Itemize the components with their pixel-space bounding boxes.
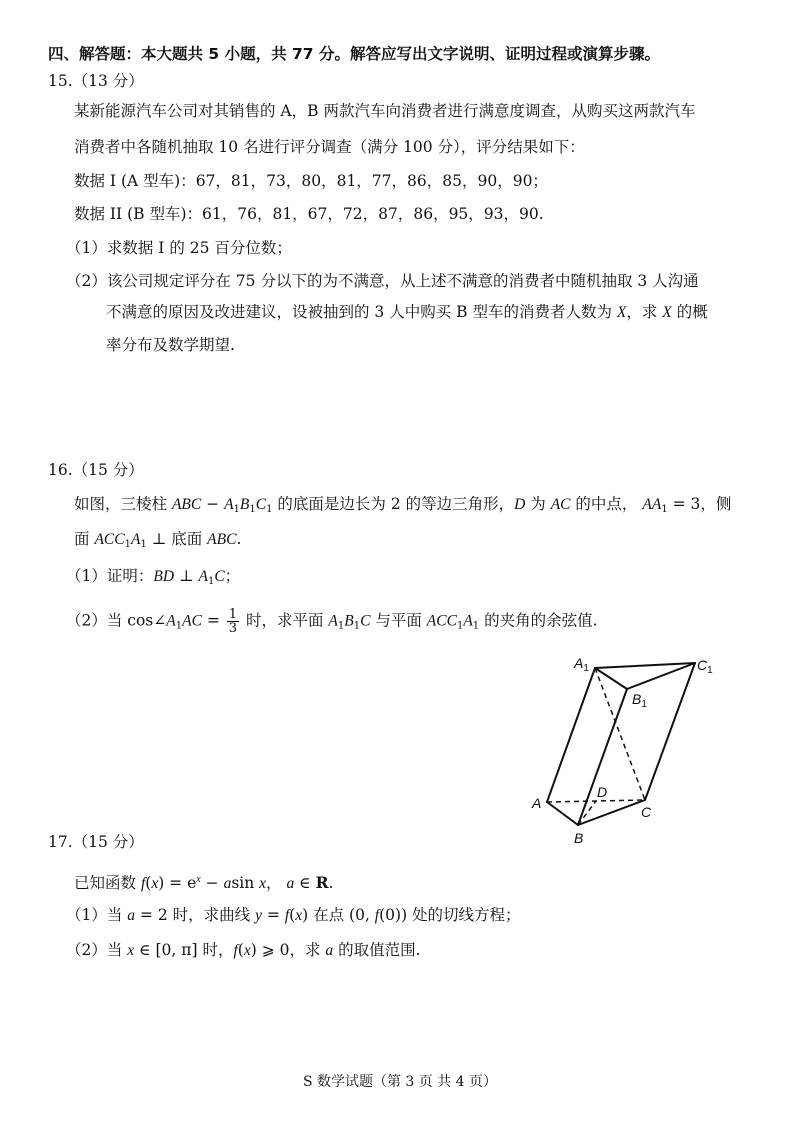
q17-statement: 已知函数 $f(x) = e^x - asin$ x， a ∈ R. bbox=[74, 873, 334, 892]
label-b: B bbox=[574, 830, 584, 846]
fraction-one-third: $\frac{1}{3}$ bbox=[228, 607, 238, 636]
edge-a1-b1 bbox=[595, 668, 627, 689]
label-c: C bbox=[641, 804, 652, 820]
q15-data-a: 数据 I (A 型车)：67，81，73，80，81，77，86，85，90，90； bbox=[74, 172, 548, 190]
q15-intro-line-2: 消费者中各随机抽取 10 名进行评分调查（满分 100 分），评分结果如下： bbox=[74, 138, 585, 156]
q16-part-2: （2）当 $\cos\angle A_1AC$ = $\frac{1}{3}$ 时，求平面 $A_1B_1C$ 与平面 $ACC_1A_1$ 的夹角的余弦值. bbox=[66, 607, 598, 636]
edge-a1-c1 bbox=[595, 663, 695, 668]
q16-heading: 16.（15 分） bbox=[48, 461, 144, 479]
edge-c1-c bbox=[645, 663, 695, 800]
label-a: A bbox=[532, 795, 542, 811]
edge-b-c bbox=[578, 800, 645, 825]
hidden-edge-b-d bbox=[578, 801, 596, 825]
section-header: 四、解答题：本大题共 5 小题，共 77 分。解答应写出文字说明、证明过程或演算步骤。 bbox=[48, 45, 660, 63]
label-a1: $A_1$ bbox=[574, 655, 589, 674]
q17-heading: 17.（15 分） bbox=[48, 833, 144, 851]
q17-part-1: （1）当 a = 2 时，求曲线 y = f(x) 在点 (0, f(0)) 处的切线方程； bbox=[66, 906, 521, 924]
q16-statement-line-2: 面 $ACC_1A_1$ ⊥ 底面 ABC. bbox=[74, 530, 242, 550]
q15-data-b: 数据 II (B 型车)：61，76，81，67，72，87，86，95，93，90. bbox=[74, 205, 544, 223]
page-footer: S 数学试题（第 3 页 共 4 页） bbox=[302, 1074, 498, 1090]
q15-part-2-line-3: 率分布及数学期望. bbox=[106, 336, 235, 354]
q16-statement-line-1: 如图，三棱柱 ABC − $A_1B_1C_1$ 的底面是边长为 2 的等边三角形，D 为 AC 的中点， $AA_1 = 3$，侧 bbox=[74, 495, 732, 515]
edge-a-b bbox=[547, 802, 578, 825]
hidden-edge-a-c bbox=[547, 800, 645, 802]
edge-b1-b bbox=[578, 689, 627, 825]
q15-intro-line-1: 某新能源汽车公司对其销售的 A，B 两款汽车向消费者进行满意度调查，从购买这两款汽车 bbox=[74, 102, 696, 120]
edge-a1-a bbox=[547, 668, 595, 802]
q15-part-2-line-1: （2）该公司规定评分在 75 分以下的为不满意，从上述不满意的消费者中随机抽取 3 人沟通 bbox=[66, 272, 699, 290]
q15-part-1: （1）求数据 I 的 25 百分位数； bbox=[66, 239, 292, 257]
edge-b1-c1 bbox=[627, 663, 695, 689]
q17-part-2: （2）当 x ∈ [0, π] 时，f(x) ⩾ 0，求 a 的取值范围. bbox=[66, 941, 421, 959]
q16-part-1: （1）证明：BD ⊥ $A_1C$； bbox=[66, 567, 241, 587]
q15-part-2-line-2: 不满意的原因及改进建议，设被抽到的 3 人中购买 B 型车的消费者人数为 X，求 X 的概 bbox=[106, 303, 708, 321]
label-d: D bbox=[597, 784, 608, 800]
label-b1: $B_1$ bbox=[632, 691, 647, 710]
q15-heading: 15.（13 分） bbox=[48, 72, 144, 90]
hidden-edge-a1-c bbox=[595, 668, 645, 800]
label-c1: $C_1$ bbox=[697, 657, 713, 676]
